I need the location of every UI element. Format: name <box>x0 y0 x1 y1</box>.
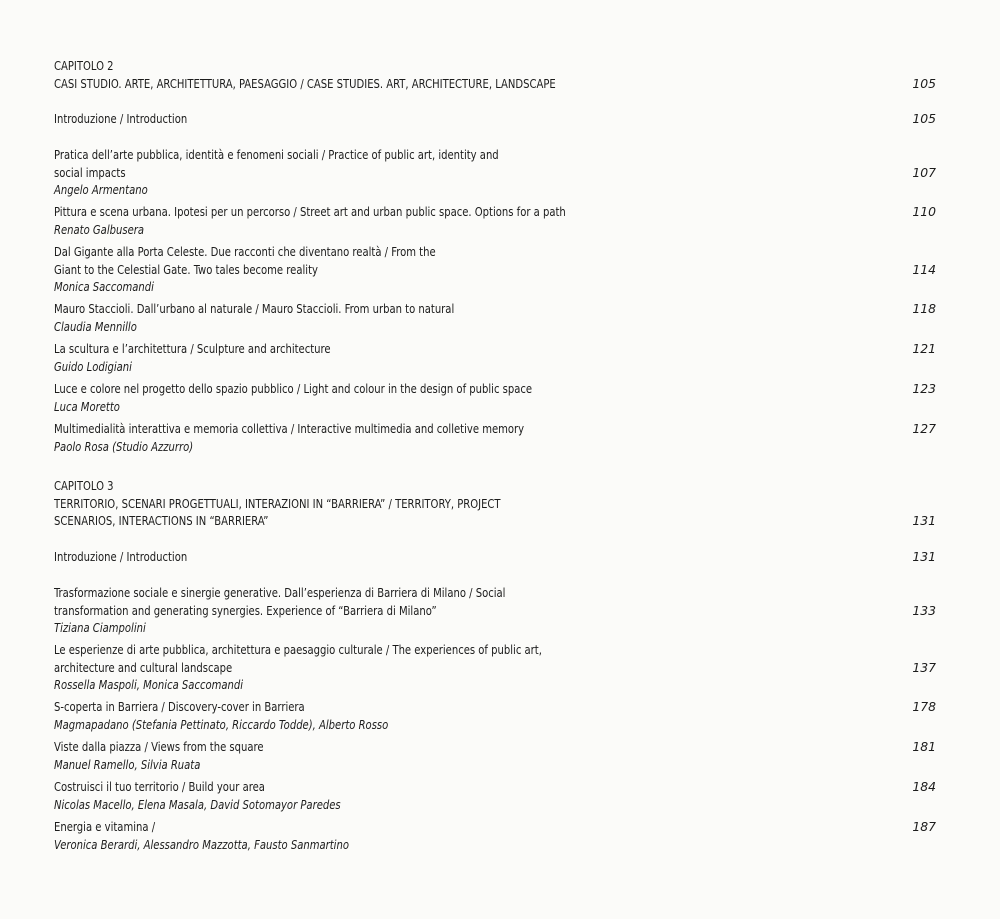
entry-title: Trasformazione sociale e sinergie generative. Dall’esperienza di Barriera di Milano / Social <box>54 585 506 600</box>
page-number: 105 <box>912 75 936 91</box>
page-number: 131 <box>912 549 936 564</box>
entry-title: transformation and generating synergies. Experience of “Barriera di Milano” <box>54 602 437 618</box>
entry-title: Le esperienze di arte pubblica, architettura e paesaggio culturale / The experiences of public art, <box>54 642 542 657</box>
toc-entry <box>54 146 936 199</box>
entry-title: Energia e vitamina / <box>54 819 156 834</box>
entry-title: Costruisci il tuo territorio / Build your area <box>54 779 265 794</box>
entry-author: Manuel Ramello, Silvia Ruata <box>54 756 201 772</box>
entry-title: Dal Gigante alla Porta Celeste. Due racconti che diventano realtà / From the <box>54 244 436 259</box>
chapter-2-intro <box>54 110 936 128</box>
entry-author: Nicolas Macello, Elena Masala, David Sotomayor Paredes <box>54 796 341 812</box>
entry-title: Mauro Staccioli. Dall’urbano al naturale / Mauro Staccioli. From urban to natural <box>54 301 455 316</box>
page-number: 133 <box>912 602 936 618</box>
entry-author: Renato Galbusera <box>54 221 145 237</box>
entry-author: Angelo Armentano <box>54 182 148 197</box>
chapter-3-intro <box>54 548 936 566</box>
page-number: 123 <box>912 381 936 396</box>
page-number: 105 <box>912 111 936 126</box>
toc-entry <box>54 420 936 455</box>
chapter-title: CASI STUDIO. ARTE, ARCHITETTURA, PAESAGGIO / CASE STUDIES. ART, ARCHITECTURE, LANDSCAPE <box>54 75 556 91</box>
entry-author: Tiziana Ciampolini <box>54 620 146 635</box>
entry-title: Luce e colore nel progetto dello spazio pubblico / Light and colour in the design of public space <box>54 381 533 396</box>
entry-title: social impacts <box>54 164 126 180</box>
chapter-title: SCENARIOS, INTERACTIONS IN “BARRIERA” <box>54 513 269 528</box>
chapter-title: TERRITORIO, SCENARI PROGETTUALI, INTERAZIONI IN “BARRIERA” / TERRITORY, PROJECT <box>54 495 501 511</box>
entry-title: Pittura e scena urbana. Ipotesi per un percorso / Street art and urban public space. Options for a path <box>54 204 566 219</box>
entry-author: Rossella Maspoli, Monica Saccomandi <box>54 677 244 692</box>
entry-author: Luca Moretto <box>54 398 120 414</box>
toc-entry <box>54 300 936 335</box>
page-number: 178 <box>912 699 936 714</box>
page-number: 110 <box>912 204 936 219</box>
chapter-heading: CAPITOLO 3 <box>54 478 114 493</box>
entry-author: Monica Saccomandi <box>54 279 154 294</box>
page-number: 118 <box>912 301 936 316</box>
toc-entry <box>54 203 936 238</box>
toc-entry <box>54 818 936 853</box>
page-number: 184 <box>912 779 936 794</box>
entry-title: La scultura e l’architettura / Sculpture and architecture <box>54 341 331 356</box>
intro-label: Introduzione / Introduction <box>54 111 188 126</box>
toc-entry <box>54 243 936 296</box>
toc-entry <box>54 584 936 637</box>
page-number: 131 <box>912 513 936 528</box>
entry-author: Veronica Berardi, Alessandro Mazzotta, Fausto Sanmartino <box>54 836 349 852</box>
page-number: 187 <box>912 819 936 834</box>
toc-entry <box>54 698 936 733</box>
toc-entry <box>54 340 936 375</box>
entry-title: S-coperta in Barriera / Discovery-cover in Barriera <box>54 699 305 714</box>
page-number: 137 <box>912 659 936 675</box>
intro-label: Introduzione / Introduction <box>54 549 188 564</box>
entry-title: Viste dalla piazza / Views from the square <box>54 739 264 754</box>
page-number: 181 <box>912 739 936 754</box>
entry-author: Paolo Rosa (Studio Azzurro) <box>54 438 194 454</box>
toc-entry <box>54 641 936 694</box>
page-number: 114 <box>912 261 936 277</box>
toc-entry <box>54 380 936 415</box>
page-number: 127 <box>912 421 936 436</box>
toc-entry <box>54 738 936 773</box>
page-number: 107 <box>912 164 936 180</box>
chapter-2-header <box>54 57 936 92</box>
toc-entry <box>54 778 936 813</box>
page-number: 121 <box>912 341 936 356</box>
chapter-3-header <box>54 477 936 530</box>
entry-title: Multimedialità interattiva e memoria collettiva / Interactive multimedia and colletive memory <box>54 421 525 436</box>
chapter-heading: CAPITOLO 2 <box>54 58 114 73</box>
entry-title: Giant to the Celestial Gate. Two tales become reality <box>54 261 318 277</box>
entry-author: Magmapadano (Stefania Pettinato, Riccardo Todde), Alberto Rosso <box>54 716 389 732</box>
entry-author: Guido Lodigiani <box>54 358 132 374</box>
entry-title: Pratica dell’arte pubblica, identità e fenomeni sociali / Practice of public art, identity and <box>54 147 499 162</box>
entry-author: Claudia Mennillo <box>54 318 137 334</box>
entry-title: architecture and cultural landscape <box>54 659 233 675</box>
